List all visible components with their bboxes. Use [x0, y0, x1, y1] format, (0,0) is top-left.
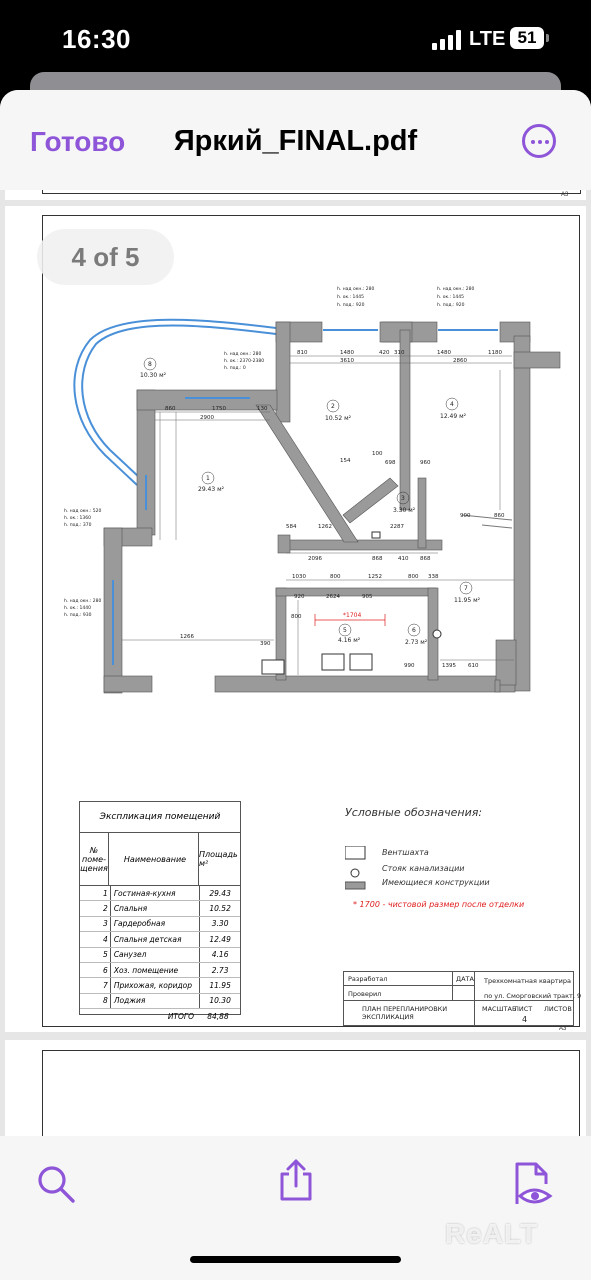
- svg-text:5: 5: [343, 627, 347, 634]
- stamp-checked: Проверил: [348, 990, 382, 998]
- row-area: 29.43: [209, 888, 231, 898]
- explication-table: [79, 801, 241, 1021]
- row-area: 11.95: [209, 981, 231, 991]
- svg-text:h. под.: 920: h. под.: 920: [437, 303, 465, 308]
- search-icon[interactable]: [36, 1164, 76, 1204]
- explication-row: [80, 886, 240, 901]
- done-button[interactable]: Готово: [30, 126, 126, 157]
- svg-text:1480: 1480: [437, 350, 451, 356]
- page-format: A3: [559, 1026, 567, 1032]
- svg-text:3610: 3610: [340, 358, 354, 364]
- row-num: 3: [80, 917, 111, 931]
- svg-text:698: 698: [385, 460, 396, 466]
- row-area: 12.49: [209, 934, 231, 944]
- svg-text:10.30 м²: 10.30 м²: [140, 372, 167, 379]
- stamp-sheet: ЛИСТ: [514, 1005, 533, 1013]
- stamp-sheet-num: 4: [522, 1015, 528, 1024]
- total-value: 84,88: [207, 1011, 229, 1021]
- svg-text:100: 100: [372, 451, 383, 457]
- row-area: 4.16: [211, 950, 229, 960]
- explication-title: Экспликация помещений: [80, 802, 240, 833]
- svg-text:h. под.: 930: h. под.: 930: [64, 613, 92, 618]
- row-num: 1: [80, 886, 111, 900]
- svg-text:1262: 1262: [318, 524, 332, 530]
- svg-text:4: 4: [450, 401, 454, 408]
- svg-text:1180: 1180: [488, 350, 502, 356]
- svg-text:h. ок.: 1360: h. ок.: 1360: [64, 516, 92, 521]
- row-name: Гостиная-кухня: [111, 886, 200, 900]
- svg-text:338: 338: [428, 574, 439, 580]
- svg-text:310: 310: [394, 350, 405, 356]
- more-options-icon[interactable]: [522, 124, 556, 158]
- floor-plan: [48, 280, 568, 700]
- row-num: 8: [80, 994, 111, 1008]
- nav-bar: [0, 90, 591, 190]
- svg-text:800: 800: [291, 614, 302, 620]
- svg-text:1: 1: [206, 475, 210, 482]
- svg-text:3: 3: [401, 495, 405, 502]
- svg-text:4.16 м²: 4.16 м²: [338, 637, 361, 644]
- stamp-date: ДАТА: [456, 975, 474, 983]
- svg-text:h. ок.: 2370-2380: h. ок.: 2370-2380: [224, 359, 265, 364]
- svg-text:h. ок.: 1440: h. ок.: 1440: [64, 606, 92, 611]
- svg-text:12.49 м²: 12.49 м²: [440, 413, 467, 420]
- svg-text:h. под.: 370: h. под.: 370: [64, 523, 92, 528]
- explication-header: [80, 833, 240, 886]
- legend-item-vent: Вентшахта: [382, 848, 429, 857]
- stamp-sheets: ЛИСТОВ: [544, 1005, 572, 1013]
- svg-text:860: 860: [165, 406, 176, 412]
- svg-text:h. ок.: 1445: h. ок.: 1445: [337, 295, 365, 300]
- explication-row: [80, 994, 240, 1009]
- existing-construction-icon: [345, 882, 365, 889]
- svg-text:800: 800: [408, 574, 419, 580]
- svg-text:860: 860: [494, 513, 505, 519]
- legend-item-sewer: Стояк канализации: [382, 864, 465, 873]
- svg-text:1750: 1750: [212, 406, 226, 412]
- network-label: LTE: [469, 28, 506, 50]
- svg-text:990: 990: [404, 663, 415, 669]
- svg-text:h. над окн.: 520: h. над окн.: 520: [64, 509, 102, 514]
- svg-text:h. под.: 920: h. под.: 920: [337, 303, 365, 308]
- svg-text:905: 905: [362, 594, 373, 600]
- row-area: 2.73: [211, 965, 229, 975]
- svg-text:3.30 м²: 3.30 м²: [393, 507, 416, 514]
- col-num: № поме- щения: [80, 833, 109, 885]
- legend-title: Условные обозначения:: [345, 806, 483, 819]
- svg-text:h. над окн.: 280: h. над окн.: 280: [337, 287, 375, 292]
- document-eye-icon[interactable]: [512, 1160, 554, 1208]
- svg-text:800: 800: [330, 574, 341, 580]
- legend-red-note: * 1700 - чистовой размер после отделки: [353, 900, 525, 909]
- svg-text:1266: 1266: [180, 634, 194, 640]
- svg-text:2900: 2900: [200, 415, 214, 421]
- row-num: 4: [80, 932, 111, 946]
- svg-text:8: 8: [148, 361, 152, 368]
- explication-row: [80, 978, 240, 993]
- stamp-sheet-title: ПЛАН ПЕРЕПЛАНИРОВКИ ЭКСПЛИКАЦИЯ: [362, 1005, 448, 1021]
- svg-text:2624: 2624: [326, 594, 340, 600]
- svg-text:868: 868: [420, 556, 431, 562]
- svg-text:420: 420: [379, 350, 390, 356]
- stamp-scale: МАСШТАБ: [482, 1005, 517, 1013]
- signal-icon: [432, 30, 462, 50]
- row-name: Лоджия: [111, 994, 200, 1008]
- row-num: 7: [80, 978, 111, 992]
- svg-text:2.73 м²: 2.73 м²: [405, 639, 428, 646]
- stamp-project: Трехкомнатная квартира: [484, 977, 571, 985]
- bottom-toolbar: [0, 1136, 591, 1280]
- next-page-frame: [42, 1050, 580, 1141]
- previous-page[interactable]: [5, 190, 586, 200]
- red-dim-label: *1704: [343, 612, 362, 619]
- row-num: 5: [80, 948, 111, 962]
- row-area: 10.30: [209, 996, 231, 1006]
- row-name: Спальня: [111, 901, 200, 915]
- row-name: Хоз. помещение: [111, 963, 200, 977]
- explication-row: [80, 932, 240, 947]
- svg-text:868: 868: [372, 556, 383, 562]
- prev-page-format: A3: [561, 192, 569, 198]
- total-label: ИТОГО: [167, 1011, 194, 1021]
- row-num: 2: [80, 901, 111, 915]
- svg-text:410: 410: [398, 556, 409, 562]
- svg-text:h. под.: 0: h. под.: 0: [224, 366, 246, 371]
- svg-text:h. над окн.: 280: h. над окн.: 280: [64, 599, 102, 604]
- svg-text:960: 960: [420, 460, 431, 466]
- vent-shaft-icon: [345, 846, 365, 859]
- row-name: Прихожая, коридор: [111, 978, 200, 992]
- status-time: 16:30: [62, 24, 131, 54]
- svg-text:29.43 м²: 29.43 м²: [198, 486, 225, 493]
- explication-row: [80, 901, 240, 916]
- explication-total: [80, 1009, 240, 1023]
- svg-text:1395: 1395: [442, 663, 456, 669]
- svg-text:900: 900: [460, 513, 471, 519]
- row-area: 3.30: [211, 919, 229, 929]
- row-area: 10.52: [209, 904, 231, 914]
- svg-text:810: 810: [297, 350, 308, 356]
- col-area: Площадь м²: [199, 850, 238, 868]
- svg-text:10.52 м²: 10.52 м²: [325, 415, 352, 422]
- svg-text:2287: 2287: [390, 524, 404, 530]
- svg-text:154: 154: [340, 458, 351, 464]
- document-title: Яркий_FINAL.pdf: [173, 125, 418, 157]
- svg-text:130: 130: [257, 406, 268, 412]
- stamp-developed: Разработал: [348, 975, 388, 983]
- legend-item-existing: Имеющиеся конструкции: [382, 878, 490, 887]
- home-indicator[interactable]: [190, 1256, 401, 1263]
- explication-row: [80, 917, 240, 932]
- svg-text:1030: 1030: [292, 574, 306, 580]
- svg-text:h. над окн.: 280: h. над окн.: 280: [224, 352, 262, 357]
- svg-text:2860: 2860: [453, 358, 467, 364]
- windows: [113, 330, 498, 665]
- svg-text:1480: 1480: [340, 350, 354, 356]
- row-num: 6: [80, 963, 111, 977]
- svg-text:2096: 2096: [308, 556, 322, 562]
- svg-text:920: 920: [294, 594, 305, 600]
- svg-text:h. ок.: 1445: h. ок.: 1445: [437, 295, 465, 300]
- page-indicator: 4 of 5: [37, 229, 174, 285]
- svg-text:2: 2: [331, 403, 335, 410]
- svg-text:584: 584: [286, 524, 297, 530]
- status-bar: [0, 0, 591, 80]
- svg-text:610: 610: [468, 663, 479, 669]
- battery-icon: 51: [510, 27, 544, 49]
- watermark: ReALT: [445, 1218, 539, 1249]
- stamp-address: по ул. Сморговский тракт, 9: [484, 992, 582, 1000]
- title-block: [343, 971, 582, 1026]
- diagonal-wall: [256, 405, 398, 542]
- svg-text:390: 390: [260, 641, 271, 647]
- row-name: Санузел: [111, 948, 200, 962]
- svg-text:1252: 1252: [368, 574, 382, 580]
- svg-text:11.95 м²: 11.95 м²: [454, 597, 481, 604]
- legend: [345, 806, 525, 909]
- row-name: Гардеробная: [111, 917, 200, 931]
- share-icon[interactable]: [278, 1158, 314, 1202]
- explication-row: [80, 963, 240, 978]
- explication-row: [80, 948, 240, 963]
- svg-text:6: 6: [412, 627, 416, 634]
- row-name: Спальня детская: [111, 932, 200, 946]
- svg-text:7: 7: [464, 585, 468, 592]
- col-name: Наименование: [109, 833, 199, 885]
- svg-text:h. над окн.: 280: h. над окн.: 280: [437, 287, 475, 292]
- sewer-riser-icon: [351, 869, 359, 877]
